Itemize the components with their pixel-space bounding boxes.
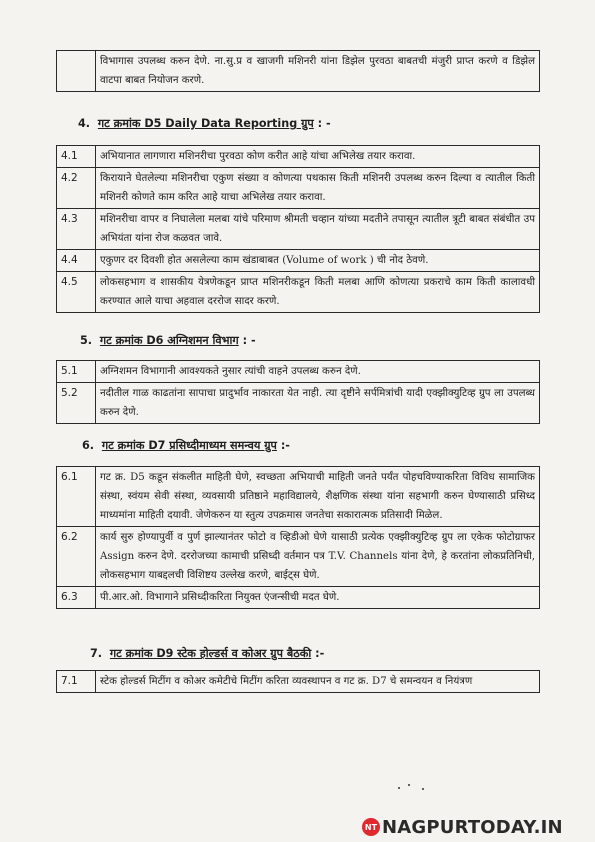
top-table bbox=[56, 50, 540, 92]
row-number: 6.3 bbox=[57, 587, 96, 609]
logo-badge-icon: NT bbox=[362, 818, 380, 836]
table-row bbox=[57, 361, 540, 383]
section-title: गट क्रमांक D5 Daily Data Reporting ग्रुप bbox=[97, 117, 314, 130]
section-suffix: :- bbox=[311, 647, 325, 660]
section-title: गट क्रमांक D6 अग्निशमन विभाग bbox=[99, 334, 239, 347]
section-table-6 bbox=[56, 466, 540, 609]
row-number: 7.1 bbox=[57, 671, 96, 693]
section-table-7 bbox=[56, 670, 540, 693]
logo-text: NAGPURTODAY.IN bbox=[382, 816, 563, 838]
row-text: स्टेक होल्डर्स मिटींग व कोअर कमेटीचे मिटींग करिता व्यवस्थापन व गट क्र. D7 चे समन्वयन व नियंत्रण bbox=[96, 671, 540, 693]
row-text: विभागास उपलब्ध करुन देणे. ना.सु.प्र व खाजगी मशिनरी यांना डिझेल पुरवठा बाबतची मंजुरी प्राप्त करणे व डिझेल वाटपा बाबत नियोजन करणे. bbox=[96, 51, 540, 92]
table-row bbox=[57, 587, 540, 609]
table-row bbox=[57, 51, 540, 92]
section-title: गट क्रमांक D7 प्रसिध्दीमाध्यम समन्वय ग्रुप bbox=[101, 439, 277, 452]
table-row bbox=[57, 272, 540, 313]
row-text: लोकसहभाग व शासकीय येत्रणेकडून प्राप्त मशिनरीकडून किती मलबा आणि कोणत्या प्रकराचे काम किती कालावधी करण्यात आले याचा अहवाल दररोज सादर करणे. bbox=[96, 272, 540, 313]
section-number: 4. bbox=[78, 117, 91, 130]
section-heading-6 bbox=[82, 438, 290, 453]
section-suffix: : - bbox=[313, 117, 331, 130]
section-table-4 bbox=[56, 145, 540, 313]
row-text: मशिनरीचा वापर व निघालेला मलबा यांचे परिमाण श्रीमती चव्हान यांच्या मदतीने तपासून त्यातील त्रूटी बाबत संबंधीत उप अभियंता यांना रोज कळवत जावे. bbox=[96, 209, 540, 250]
section-table-5 bbox=[56, 360, 540, 424]
watermark-logo bbox=[362, 816, 563, 838]
row-number: 5.2 bbox=[57, 383, 96, 424]
section-number: 7. bbox=[90, 647, 103, 660]
row-text: कार्य सुरु होण्यापुर्वी व पुर्ण झाल्यानंतर फोटो व व्हिडीओ घेणे यासाठी प्रत्येक एक्झीक्युटिव्ह ग्रुप ला एकेक फोटोग्राफर Assign करुन देणे. दररोजच्या कामाची प्रसिध्दी वर्तमान पत्र T.V. Channels यांना देणे, हे करतांना लोकप्रतिनिधी, लोकसहभाग याबद्दलची विशिष्टय उल्लेख करणे, बाईट्स घेणे. bbox=[96, 527, 540, 587]
table-row bbox=[57, 383, 540, 424]
table-row bbox=[57, 527, 540, 587]
section-suffix: :- bbox=[276, 439, 290, 452]
table-row bbox=[57, 146, 540, 168]
row-number: 6.2 bbox=[57, 527, 96, 587]
section-number: 5. bbox=[80, 334, 93, 347]
row-text: नदीतील गाळ काढतांना सापाचा प्रादुर्भाव नाकारता येत नाही. त्या दृष्टीने सर्पमित्रांची यादी एक्झीक्युटिव्ह ग्रुप ला उपलब्ध करुन देणे. bbox=[96, 383, 540, 424]
section-suffix: : - bbox=[238, 334, 256, 347]
table-row bbox=[57, 467, 540, 527]
row-number: 4.1 bbox=[57, 146, 96, 168]
row-text: गट क्र. D5 कडून संकलीत माहिती घेणे, स्वच्छता अभियाची माहिती जनते पर्यंत पोहचविण्याकरिता विविध सामाजिक संस्था, स्वंयम सेवी संस्था, व्यवसायी प्रतिष्ठाने महाविद्यालये, शैक्षणिक संस्था यांना सहभागी करुन घेण्यासाठी प्रसिध्द माध्यमांना माहिती दयावी. जेणेकरुन या स्तुत्य उपक्रमास जनतेचा सकारात्मक प्रतिसादी मिळेल. bbox=[96, 467, 540, 527]
section-number: 6. bbox=[82, 439, 95, 452]
row-text: अभियानात लागणारा मशिनरीचा पुरवठा कोण करीत आहे यांचा अभिलेख तयार करावा. bbox=[96, 146, 540, 168]
section-heading-5 bbox=[80, 333, 256, 348]
row-text: पी.आर.ओ. विभागाने प्रसिध्दीकरिता नियुक्त एंजन्सीची मदत घेणे. bbox=[96, 587, 540, 609]
row-number: 5.1 bbox=[57, 361, 96, 383]
section-title: गट क्रमांक D9 स्टेक होल्डर्स व कोअर ग्रुप बैठकी bbox=[109, 647, 312, 660]
row-text: एकुणर दर दिवशी होत असलेल्या काम खंडाबाबत (Volume of work ) ची नोद ठेवणे. bbox=[96, 250, 540, 272]
row-number: 4.4 bbox=[57, 250, 96, 272]
table-row bbox=[57, 671, 540, 693]
row-number: 4.3 bbox=[57, 209, 96, 250]
row-number bbox=[57, 51, 96, 92]
table-row bbox=[57, 168, 540, 209]
section-heading-7 bbox=[90, 646, 324, 661]
row-text: किरायाने घेतलेल्या मशिनरीचा एकुण संख्या व कोणत्या पथकास किती मशिनरी उपलब्ध करुन दिल्या व त्यातील किती मशिनरी कोणते काम करित आहे याचा अभिलेख तयार करावा. bbox=[96, 168, 540, 209]
table-row bbox=[57, 209, 540, 250]
row-number: 4.5 bbox=[57, 272, 96, 313]
table-row bbox=[57, 250, 540, 272]
row-number: 6.1 bbox=[57, 467, 96, 527]
row-number: 4.2 bbox=[57, 168, 96, 209]
row-text: अग्निशमन विभागानी आवश्यकते नुसार त्यांची वाहने उपलब्ध करुन देणे. bbox=[96, 361, 540, 383]
section-heading-4 bbox=[78, 116, 331, 131]
ink-dots bbox=[398, 784, 428, 792]
